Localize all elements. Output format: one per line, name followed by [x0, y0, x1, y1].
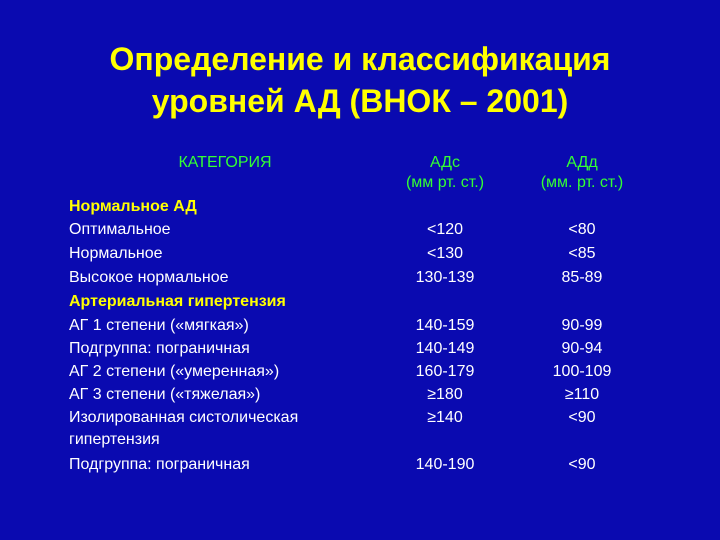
table-row	[0, 338, 720, 362]
table-row	[0, 243, 720, 267]
slide-title	[0, 38, 720, 122]
row-systolic: <120	[426, 221, 464, 238]
table-row	[0, 315, 720, 339]
section-title-normal: Нормальное АД	[69, 198, 197, 215]
row-diastolic: 90-94	[561, 340, 603, 357]
row-diastolic: ≥110	[564, 386, 600, 403]
row-systolic: ≥140	[427, 409, 463, 426]
header-diastolic	[507, 153, 657, 193]
row-diastolic: <90	[568, 409, 596, 426]
row-diastolic: 85-89	[561, 269, 603, 286]
row-category-line2: гипертензия	[69, 431, 160, 448]
row-category: АГ 3 степени («тяжелая»)	[69, 386, 261, 403]
header-systolic-line1: АДс	[429, 154, 461, 171]
table-row	[0, 267, 720, 291]
table-row	[0, 219, 720, 243]
row-category: АГ 1 степени («мягкая»)	[69, 317, 249, 334]
row-diastolic: 90-99	[561, 317, 603, 334]
row-diastolic: <80	[568, 221, 596, 238]
header-diastolic-line1: АДд	[566, 154, 598, 171]
table-row	[0, 361, 720, 385]
row-systolic: 160-179	[415, 363, 475, 380]
row-systolic: 140-159	[415, 317, 475, 334]
section-title-hypertension: Артериальная гипертензия	[69, 293, 286, 310]
row-systolic: 140-149	[415, 340, 475, 357]
table-row	[0, 454, 720, 478]
table-row	[0, 384, 720, 408]
row-diastolic: <90	[568, 456, 596, 473]
header-category: КАТЕГОРИЯ	[178, 154, 272, 171]
table-row	[0, 407, 720, 453]
row-systolic: ≥180	[427, 386, 463, 403]
row-category	[69, 407, 298, 451]
row-category: Подгруппа: пограничная	[69, 456, 250, 473]
header-systolic	[370, 153, 520, 193]
row-category-line1: Изолированная систолическая	[69, 409, 299, 426]
row-category: Подгруппа: пограничная	[69, 340, 250, 357]
title-line-1: Определение и классификация	[109, 41, 611, 77]
header-systolic-line2: (мм рт. ст.)	[405, 174, 485, 191]
row-category: Высокое нормальное	[69, 269, 229, 286]
row-systolic: 130-139	[415, 269, 475, 286]
header-diastolic-line2: (мм. рт. ст.)	[540, 174, 624, 191]
row-systolic: 140-190	[415, 456, 475, 473]
row-systolic: <130	[426, 245, 464, 262]
title-line-2: уровней АД (ВНОК – 2001)	[151, 83, 569, 119]
row-category: Оптимальное	[69, 221, 171, 238]
row-category: АГ 2 степени («умеренная»)	[69, 363, 280, 380]
row-diastolic: 100-109	[552, 363, 612, 380]
row-diastolic: <85	[568, 245, 596, 262]
row-category: Нормальное	[69, 245, 163, 262]
